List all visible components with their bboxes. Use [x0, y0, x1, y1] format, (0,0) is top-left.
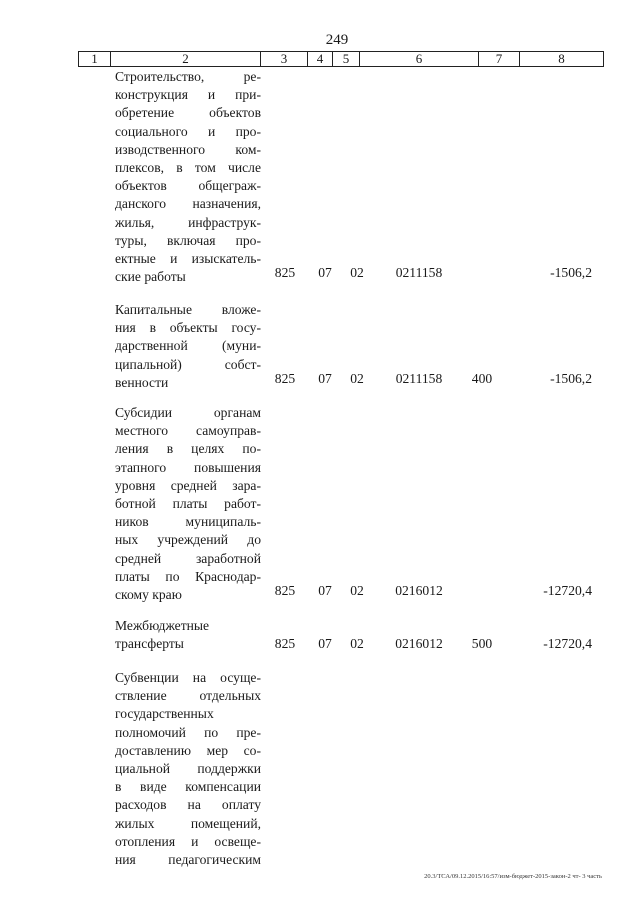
description-line: жилья, инфраструк-: [115, 214, 261, 230]
description-line: ния в объекты госу-: [115, 320, 261, 336]
description-line: ципальной) собст-: [115, 356, 261, 372]
description-line: трансферты: [115, 636, 184, 652]
description-line: дарственной (муни-: [115, 338, 261, 354]
expense-type-code: 400: [471, 371, 493, 386]
row-description: [115, 68, 261, 286]
description-line: плексов, в том числе: [115, 160, 261, 176]
column-header: 8: [558, 51, 565, 66]
description-line: скому краю: [115, 587, 182, 603]
description-line: уровня средней зара-: [115, 477, 261, 493]
description-line: циальной поддержки: [115, 761, 261, 777]
target-article-code: 0216012: [395, 636, 443, 651]
ministry-code: 825: [274, 583, 296, 598]
section-code: 07: [318, 265, 332, 280]
description-line: ников муниципаль-: [115, 514, 261, 530]
description-line: Субсидии органам: [115, 405, 261, 420]
document-footer: 20.3/ТСА/09.12.2015/16:57/изм-бюджет-2015-закон-2 чт- 3 часть: [424, 873, 602, 880]
column-header: 7: [479, 52, 520, 66]
description-line: Строительство, ре-: [115, 69, 261, 84]
description-line: отопления и освеще-: [115, 833, 261, 849]
description-line: в виде компенсации: [115, 779, 261, 795]
section-code: 07: [318, 583, 332, 598]
ministry-code: 825: [274, 636, 296, 651]
description-line: государственных: [115, 706, 214, 722]
column-header-row: [78, 51, 604, 67]
description-line: социального и про-: [115, 123, 261, 139]
description-line: обретение объектов: [115, 105, 261, 121]
subsection-code: 02: [350, 583, 364, 598]
description-line: этапного повышения: [115, 459, 261, 475]
description-line: доставлению мер со-: [115, 742, 261, 758]
amount: -12720,4: [543, 583, 592, 598]
target-article-code: 0216012: [395, 583, 443, 598]
description-line: ские работы: [115, 269, 186, 285]
description-line: изводственного ком-: [115, 141, 261, 157]
description-line: жилых помещений,: [115, 815, 261, 831]
description-line: Субвенции на осуще-: [115, 670, 261, 685]
description-line: конструкция и при-: [115, 87, 261, 103]
ministry-code: 825: [274, 371, 296, 386]
expense-type-code: 500: [471, 636, 493, 651]
subsection-code: 02: [350, 636, 364, 651]
description-line: ления в целях по-: [115, 441, 261, 457]
subsection-code: 02: [350, 265, 364, 280]
column-header: 1: [79, 52, 111, 66]
column-header: 6: [360, 52, 479, 66]
ministry-code: 825: [274, 265, 296, 280]
section-code: 07: [318, 636, 332, 651]
column-header: 3: [261, 52, 308, 66]
row-description: [115, 669, 261, 869]
description-line: средней заработной: [115, 550, 261, 566]
description-line: платы по Краснодар-: [115, 568, 261, 584]
description-line: данского назначения,: [115, 196, 261, 212]
description-line: туры, включая про-: [115, 232, 261, 248]
section-code: 07: [318, 371, 332, 386]
description-line: местного самоуправ-: [115, 423, 261, 439]
description-line: Межбюджетные: [115, 618, 210, 633]
row-description: [115, 404, 261, 604]
column-header: 4: [308, 52, 333, 66]
description-line: венности: [115, 374, 169, 390]
description-line: ных учреждений до: [115, 532, 261, 548]
description-line: ствление отдельных: [115, 688, 261, 704]
page-number: 249: [325, 32, 349, 48]
amount: -1506,2: [550, 265, 592, 280]
target-article-code: 0211158: [395, 265, 443, 280]
column-header: 5: [333, 52, 360, 66]
description-line: ботной платы работ-: [115, 496, 261, 512]
description-line: объектов общеграж-: [115, 178, 261, 194]
description-line: полномочий по пре-: [115, 724, 261, 740]
row-description: [115, 617, 261, 653]
amount: -12720,4: [543, 636, 592, 651]
description-line: ния педагогическим: [115, 852, 261, 868]
subsection-code: 02: [350, 371, 364, 386]
row-description: [115, 301, 261, 392]
description-line: Капитальные вложе-: [115, 302, 261, 317]
description-line: ектные и изыскатель-: [115, 251, 261, 267]
column-header: 2: [111, 52, 261, 66]
description-line: расходов на оплату: [115, 797, 261, 813]
target-article-code: 0211158: [395, 371, 443, 386]
amount: -1506,2: [550, 371, 592, 386]
